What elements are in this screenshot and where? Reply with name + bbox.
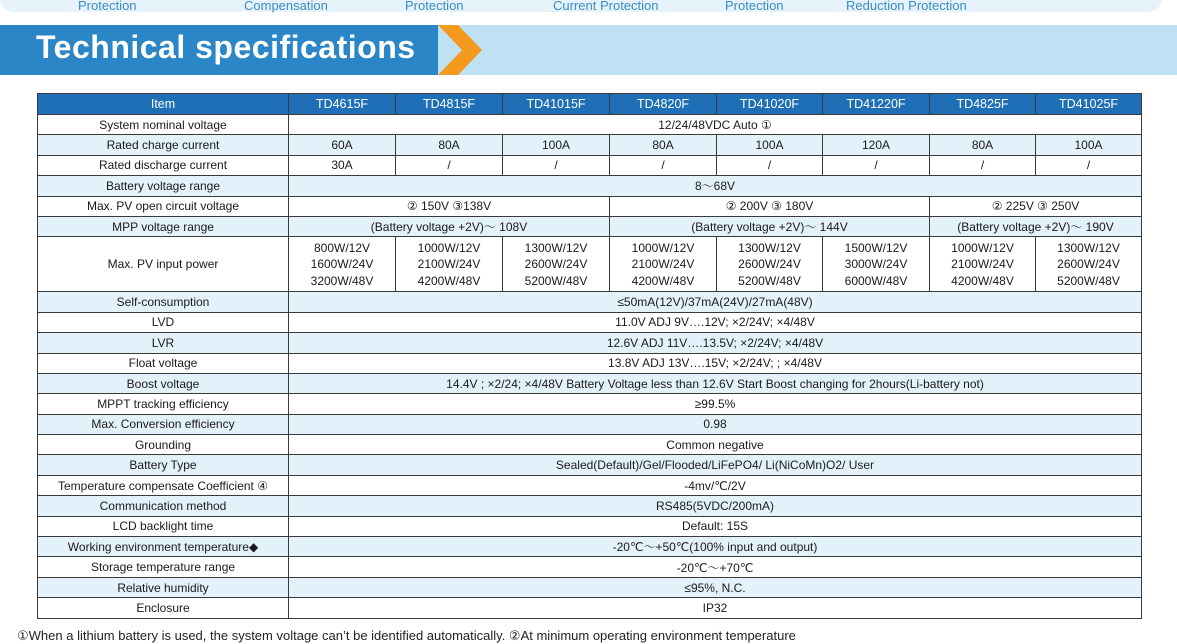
table-row — [38, 435, 1142, 455]
row-label: Max. PV open circuit voltage — [38, 196, 289, 216]
row-value: 12/24/48VDC Auto ① — [289, 115, 1142, 135]
table-row — [38, 475, 1142, 495]
row-value: 120A — [823, 135, 930, 155]
row-label: MPPT tracking efficiency — [38, 394, 289, 414]
table-row — [38, 176, 1142, 196]
row-label: LCD backlight time — [38, 516, 289, 536]
header-cell-model: TD41220F — [823, 94, 930, 115]
row-value: 60A — [289, 135, 396, 155]
table-row — [38, 373, 1142, 393]
row-value: RS485(5VDC/200mA) — [289, 496, 1142, 516]
row-label: Battery Type — [38, 455, 289, 475]
table-row — [38, 292, 1142, 312]
table-row — [38, 135, 1142, 155]
header-cell-model: TD4615F — [289, 94, 396, 115]
table-row — [38, 455, 1142, 475]
row-value: / — [1036, 155, 1142, 175]
row-value: ≥99.5% — [289, 394, 1142, 414]
strip-label: Protection — [405, 0, 464, 13]
table-row — [38, 394, 1142, 414]
row-value: / — [610, 155, 717, 175]
header-cell-model: TD41025F — [1036, 94, 1142, 115]
strip-label: Protection — [725, 0, 784, 13]
row-value: ≤95%, N.C. — [289, 577, 1142, 597]
row-value: -4mv/℃/2V — [289, 475, 1142, 495]
previous-section-strip — [0, 0, 1162, 12]
header-cell-model: TD4820F — [610, 94, 717, 115]
row-value: (Battery voltage +2V)～ 190V — [930, 216, 1142, 236]
row-label: Relative humidity — [38, 577, 289, 597]
row-value: 12.6V ADJ 11V….13.5V; ×2/24V; ×4/48V — [289, 333, 1142, 353]
row-value: (Battery voltage +2V)～ 108V — [289, 216, 610, 236]
section-banner — [0, 25, 1177, 75]
strip-label: Reduction Protection — [846, 0, 967, 13]
row-value: -20℃～+70℃ — [289, 557, 1142, 577]
row-value: 80A — [396, 135, 503, 155]
row-value: 1300W/12V 2600W/24V 5200W/48V — [1036, 237, 1142, 292]
row-value: / — [823, 155, 930, 175]
table-row — [38, 333, 1142, 353]
row-value: ② 200V ③ 180V — [610, 196, 930, 216]
spec-table — [37, 93, 1142, 619]
row-value: ≤50mA(12V)/37mA(24V)/27mA(48V) — [289, 292, 1142, 312]
row-value: (Battery voltage +2V)～ 144V — [610, 216, 930, 236]
row-label: Rated discharge current — [38, 155, 289, 175]
row-value: -20℃～+50℃(100% input and output) — [289, 537, 1142, 557]
row-label: Communication method — [38, 496, 289, 516]
table-row — [38, 557, 1142, 577]
row-value: 11.0V ADJ 9V….12V; ×2/24V; ×4/48V — [289, 312, 1142, 332]
table-row — [38, 237, 1142, 292]
header-cell-model: TD41015F — [503, 94, 610, 115]
row-label: Enclosure — [38, 598, 289, 618]
strip-label: Current Protection — [553, 0, 659, 13]
row-value: Default: 15S — [289, 516, 1142, 536]
row-value: 1000W/12V 2100W/24V 4200W/48V — [930, 237, 1036, 292]
header-cell-model: TD4825F — [930, 94, 1036, 115]
header-cell-model: TD41020F — [717, 94, 823, 115]
row-label: System nominal voltage — [38, 115, 289, 135]
row-value: 0.98 — [289, 414, 1142, 434]
row-label: Max. PV input power — [38, 237, 289, 292]
row-label: Battery voltage range — [38, 176, 289, 196]
row-label: Boost voltage — [38, 373, 289, 393]
row-label: Storage temperature range — [38, 557, 289, 577]
row-label: MPP voltage range — [38, 216, 289, 236]
row-label: LVR — [38, 333, 289, 353]
strip-label: Compensation — [244, 0, 328, 13]
row-label: Grounding — [38, 435, 289, 455]
row-label: Max. Conversion efficiency — [38, 414, 289, 434]
table-row — [38, 216, 1142, 236]
table-row — [38, 155, 1142, 175]
row-label: Temperature compensate Coefficient ④ — [38, 475, 289, 495]
row-value: 80A — [610, 135, 717, 155]
row-value: 1300W/12V 2600W/24V 5200W/48V — [717, 237, 823, 292]
row-value: 100A — [503, 135, 610, 155]
table-row — [38, 598, 1142, 618]
strip-label: Protection — [78, 0, 137, 13]
row-value: 800W/12V 1600W/24V 3200W/48V — [289, 237, 396, 292]
row-value: 1000W/12V 2100W/24V 4200W/48V — [396, 237, 503, 292]
table-row — [38, 353, 1142, 373]
row-value: ② 225V ③ 250V — [930, 196, 1142, 216]
row-value: 8～68V — [289, 176, 1142, 196]
row-value: 1500W/12V 3000W/24V 6000W/48V — [823, 237, 930, 292]
row-value: 30A — [289, 155, 396, 175]
row-value: / — [717, 155, 823, 175]
chevron-arrow-icon — [430, 25, 490, 75]
row-value: 100A — [1036, 135, 1142, 155]
row-value: / — [930, 155, 1036, 175]
row-value: / — [396, 155, 503, 175]
row-value: 80A — [930, 135, 1036, 155]
table-row — [38, 537, 1142, 557]
row-value: IP32 — [289, 598, 1142, 618]
row-value: 14.4V ; ×2/24; ×4/48V Battery Voltage less than 12.6V Start Boost changing for 2hours(Li-battery not) — [289, 373, 1142, 393]
row-label: Working environment temperature◆ — [38, 537, 289, 557]
row-value: 100A — [717, 135, 823, 155]
row-value: 1000W/12V 2100W/24V 4200W/48V — [610, 237, 717, 292]
row-label: Self-consumption — [38, 292, 289, 312]
header-cell-item: Item — [38, 94, 289, 115]
table-row — [38, 312, 1142, 332]
row-label: LVD — [38, 312, 289, 332]
table-row — [38, 496, 1142, 516]
row-label: Float voltage — [38, 353, 289, 373]
row-value: 13.8V ADJ 13V….15V; ×2/24V; ; ×4/48V — [289, 353, 1142, 373]
row-value: 1300W/12V 2600W/24V 5200W/48V — [503, 237, 610, 292]
table-row — [38, 516, 1142, 536]
table-row — [38, 115, 1142, 135]
footnote: ①When a lithium battery is used, the system voltage can’t be identified automatically. ②At minimum operating environment temperature — [17, 628, 796, 643]
table-header-row — [38, 94, 1142, 115]
header-cell-model: TD4815F — [396, 94, 503, 115]
table-row — [38, 577, 1142, 597]
row-value: / — [503, 155, 610, 175]
row-value: Common negative — [289, 435, 1142, 455]
table-row — [38, 414, 1142, 434]
row-value: ② 150V ③138V — [289, 196, 610, 216]
table-row — [38, 196, 1142, 216]
row-value: Sealed(Default)/Gel/Flooded/LiFePO4/ Li(NiCoMn)O2/ User — [289, 455, 1142, 475]
row-label: Rated charge current — [38, 135, 289, 155]
section-title: Technical specifications — [36, 29, 416, 65]
